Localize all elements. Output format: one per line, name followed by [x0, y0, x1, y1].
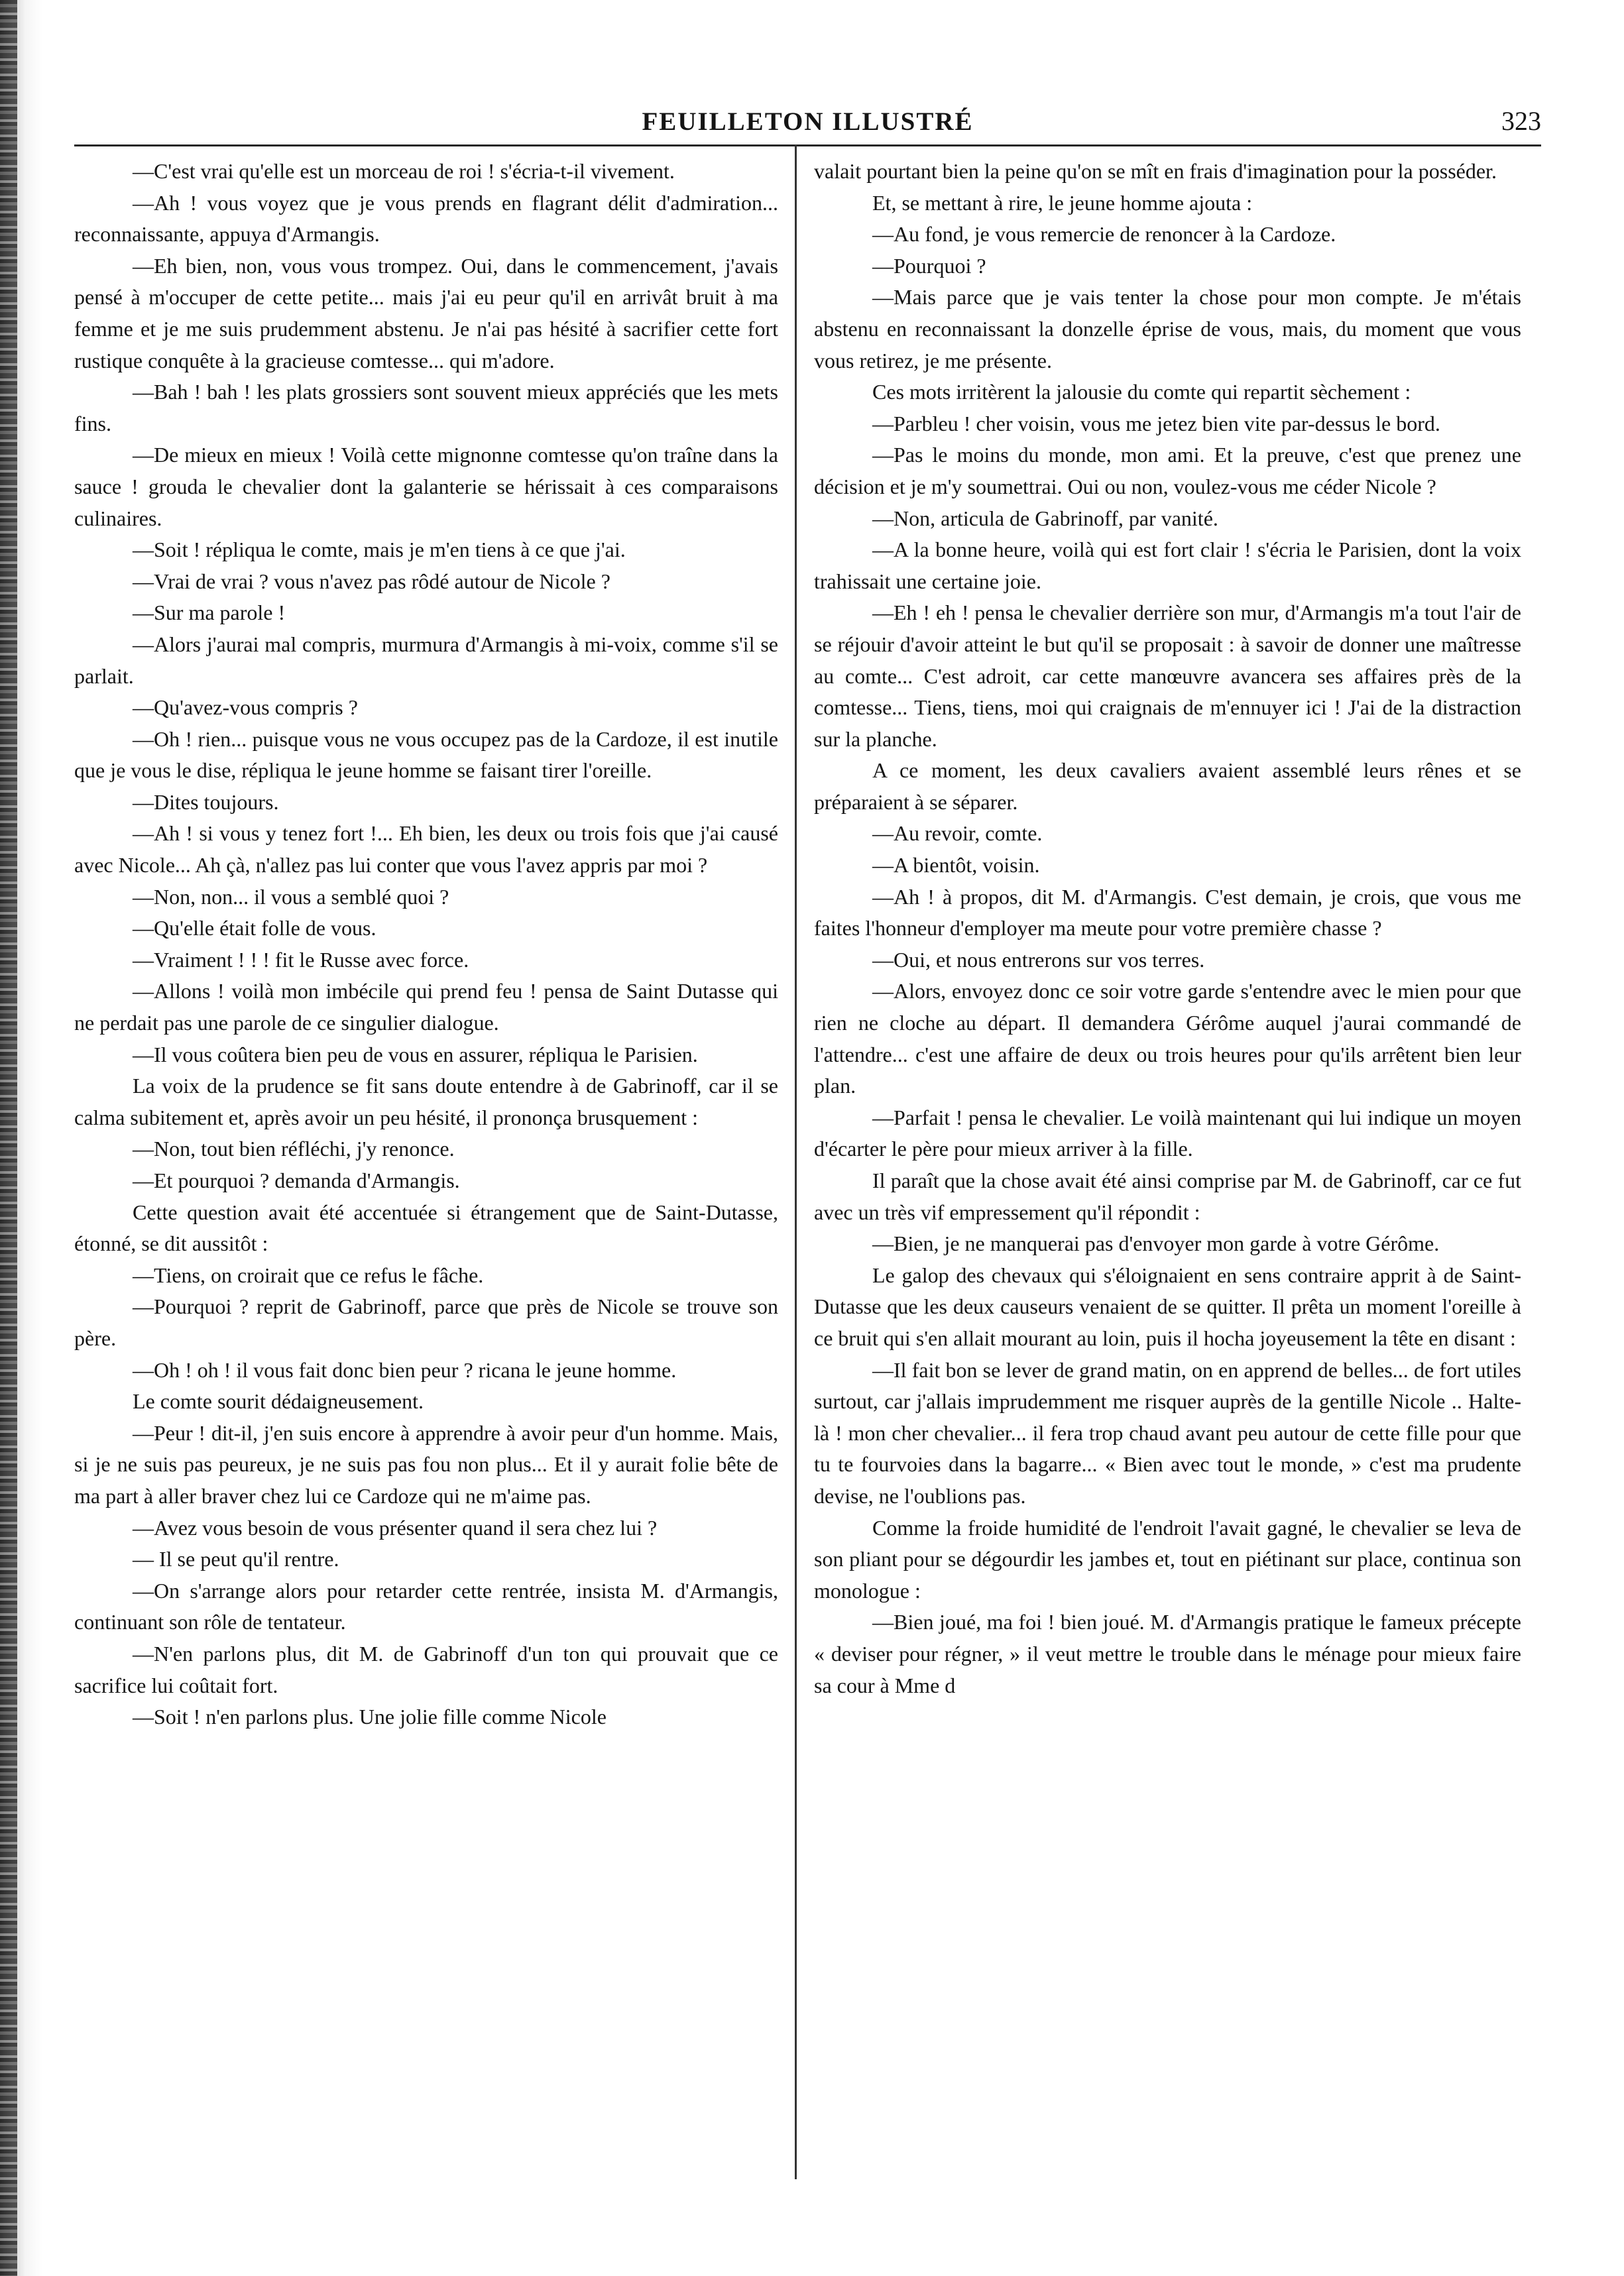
paragraph: —Ah ! à propos, dit M. d'Armangis. C'est demain, je crois, que vous me faites l'honneur d'employer ma meute pour votre première chasse ?: [814, 884, 1521, 940]
paragraph: —Alors, envoyez donc ce soir votre garde s'entendre avec le mien pour que rien ne cloche au départ. Il demandera Gérôme auquel j'aurai commandé de l'attendre... c'est une affaire de deux ou trois heures pour qu'ils arrêtent bien leur plan.: [814, 979, 1521, 1098]
paragraph: —Ah ! si vous y tenez fort !... Eh bien, les deux ou trois fois que j'ai causé avec Nicole... Ah çà, n'allez pas lui conter que vous l'avez appris par moi ?: [74, 821, 778, 878]
paragraph: —On s'arrange alors pour retarder cette rentrée, insista M. d'Armangis, continuant son rôle de tentateur.: [74, 1578, 778, 1634]
left-column: [74, 156, 778, 2184]
paragraph: —Il vous coûtera bien peu de vous en assurer, répliqua le Parisien.: [133, 1042, 698, 1066]
paragraph: —Allons ! voilà mon imbécile qui prend feu ! pensa de Saint Dutasse qui ne perdait pas une parole de ce singulier dialogue.: [74, 979, 778, 1035]
paragraph: —Alors j'aurai mal compris, murmura d'Armangis à mi-voix, comme s'il se parlait.: [74, 632, 778, 688]
paragraph: —Eh ! eh ! pensa le chevalier derrière son mur, d'Armangis m'a tout l'air de se réjouir d'avoir atteint le but qu'il se proposait : à savoir de donner une maîtresse au comte... C'est adroit, car cette manœuvre avancera ses affaires près de la comtesse... Tiens, tiens, moi qui craignais de m'ennuyer ici ! J'ai de la distraction sur la planche.: [814, 600, 1521, 751]
paragraph: —A bientôt, voisin.: [872, 853, 1040, 878]
paragraph: Ces mots irritèrent la jalousie du comte qui repartit sèchement :: [872, 380, 1411, 404]
paragraph: —Ah ! vous voyez que je vous prends en flagrant délit d'admiration... reconnaissante, appuya d'Armangis.: [74, 190, 778, 247]
paragraph: Comme la froide humidité de l'endroit l'avait gagné, le chevalier se leva de son pliant pour se dégourdir les jambes et, tout en piétinant sur place, continua son monologue :: [814, 1515, 1521, 1603]
paragraph: Le galop des chevaux qui s'éloignaient en sens contraire apprit à de Saint-Dutasse que les deux causeurs venaient de se quitter. Il prêta un moment l'oreille à ce bruit qui s'en allait mourant au loin, puis il hocha joyeusement la tête en disant :: [814, 1263, 1521, 1350]
paragraph: —Eh bien, non, vous vous trompez. Oui, dans le commencement, j'avais pensé à m'occuper de cette petite... mais j'ai eu peur qu'il en arrivât bruit à ma femme et je me suis prudemment abstenu. Je n'ai pas hésité à sacrifier cette fort rustique conquête à la gracieuse comtesse... qui m'adore.: [74, 253, 778, 372]
paragraph: —Non, articula de Gabrinoff, par vanité.: [872, 506, 1218, 530]
paragraph: Cette question avait été accentuée si étrangement que de Saint-Dutasse, étonné, se dit aussitôt :: [74, 1200, 778, 1256]
paragraph: —Bien joué, ma foi ! bien joué. M. d'Armangis pratique le fameux précepte « deviser pour régner, » il veut mettre le trouble dans le ménage pour mieux faire sa cour à Mme d: [814, 1610, 1521, 1697]
paragraph: —Mais parce que je vais tenter la chose pour mon compte. Je m'étais abstenu en reconnaissant la donzelle éprise de vous, mais, du moment que vous vous retirez, je me présente.: [814, 285, 1521, 372]
paragraph: —Qu'avez-vous compris ?: [133, 695, 358, 720]
paragraph: —Pas le moins du monde, mon ami. Et la preuve, c'est que prenez une décision et je m'y soumettrai. Oui ou non, voulez-vous me céder Nicole ?: [814, 443, 1521, 498]
paragraph: —Avez vous besoin de vous présenter quand il sera chez lui ?: [133, 1515, 658, 1540]
paragraph: —Qu'elle était folle de vous.: [133, 916, 377, 940]
page-number: 323: [1501, 106, 1541, 136]
paragraph: valait pourtant bien la peine qu'on se mît en frais d'imagination pour la posséder.: [814, 159, 1497, 183]
paragraph: —Parbleu ! cher voisin, vous me jetez bien vite par-dessus le bord.: [872, 411, 1440, 435]
running-title: FEUILLETON ILLUSTRÉ: [642, 107, 974, 136]
paragraph: —Vraiment ! ! ! fit le Russe avec force.: [133, 947, 469, 972]
paragraph: —Oh ! oh ! il vous fait donc bien peur ? ricana le jeune homme.: [133, 1357, 677, 1382]
paragraph: —Il fait bon se lever de grand matin, on en apprend de belles... de fort utiles surtout, car j'allais imprudemment me risquer auprès de la gentille Nicole .. Halte-là ! mon cher chevalier... il fera trop chaud avant peu autour de cette fille pour que tu te fourvoies dans la bagarre... « Bien avec tout le monde, » c'est ma prudente devise, ne l'oublions pas.: [814, 1357, 1521, 1508]
paragraph: —Non, non... il vous a semblé quoi ?: [133, 884, 449, 909]
header-rule: [74, 144, 1541, 146]
paragraph: —De mieux en mieux ! Voilà cette mignonne comtesse qu'on traîne dans la sauce ! grouda le chevalier dont la galanterie se hérissait à ces comparaisons culinaires.: [74, 443, 778, 530]
page-header: [74, 103, 1541, 149]
paragraph: —A la bonne heure, voilà qui est fort clair ! s'écria le Parisien, dont la voix trahissait une certaine joie.: [814, 538, 1521, 593]
paragraph: —Vrai de vrai ? vous n'avez pas rôdé autour de Nicole ?: [133, 569, 610, 593]
paragraph: —Et pourquoi ? demanda d'Armangis.: [133, 1168, 460, 1192]
paragraph: —Oui, et nous entrerons sur vos terres.: [872, 947, 1205, 972]
paragraph: Et, se mettant à rire, le jeune homme ajouta :: [872, 190, 1253, 215]
paragraph: —Pourquoi ?: [872, 253, 986, 278]
page-binding-edge: [0, 0, 17, 2276]
paragraph: —Soit ! répliqua le comte, mais je m'en tiens à ce que j'ai.: [133, 538, 626, 562]
paragraph: —Non, tout bien réfléchi, j'y renonce.: [133, 1137, 455, 1161]
paragraph: —Parfait ! pensa le chevalier. Le voilà maintenant qui lui indique un moyen d'écarter le père pour mieux arriver à la fille.: [814, 1105, 1521, 1161]
paragraph: —Bien, je ne manquerai pas d'envoyer mon garde à votre Gérôme.: [872, 1231, 1440, 1256]
paragraph: —Au fond, je vous remercie de renoncer à la Cardoze.: [872, 222, 1336, 247]
paragraph: A ce moment, les deux cavaliers avaient assemblé leurs rênes et se préparaient à se séparer.: [814, 758, 1521, 814]
paragraph: Le comte sourit dédaigneusement.: [133, 1389, 424, 1414]
paragraph: —Bah ! bah ! les plats grossiers sont souvent mieux appréciés que les mets fins.: [74, 380, 778, 435]
paragraph: —Sur ma parole !: [133, 600, 286, 625]
paragraph: —Pourquoi ? reprit de Gabrinoff, parce que près de Nicole se trouve son père.: [74, 1294, 778, 1350]
paragraph: —Oh ! rien... puisque vous ne vous occupez pas de la Cardoze, il est inutile que je vous le dise, répliqua le jeune homme se faisant tirer l'oreille.: [74, 726, 778, 783]
paragraph: —Au revoir, comte.: [872, 821, 1043, 846]
paragraph: —C'est vrai qu'elle est un morceau de roi ! s'écria-t-il vivement.: [133, 159, 675, 183]
paragraph: La voix de la prudence se fit sans doute entendre à de Gabrinoff, car il se calma subitement et, après avoir un peu hésité, il prononça brusquement :: [74, 1074, 778, 1129]
paragraph: —Dites toujours.: [133, 789, 279, 814]
paragraph: Il paraît que la chose avait été ainsi comprise par M. de Gabrinoff, car ce fut avec un très vif empressement qu'il répondit :: [814, 1168, 1521, 1224]
paragraph: — Il se peut qu'il rentre.: [133, 1547, 339, 1571]
paragraph: —Peur ! dit-il, j'en suis encore à apprendre à avoir peur d'un homme. Mais, si je ne suis pas peureux, je ne suis pas fou non plus... Et il y aurait folie bête de ma part à aller braver chez lui ce Cardoze qui ne m'aime pas.: [74, 1420, 778, 1508]
paragraph: —Soit ! n'en parlons plus. Une jolie fille comme Nicole: [133, 1705, 607, 1729]
column-divider: [795, 144, 797, 2179]
paragraph: —N'en parlons plus, dit M. de Gabrinoff d'un ton qui prouvait que ce sacrifice lui coûtait fort.: [74, 1641, 778, 1697]
paragraph: —Tiens, on croirait que ce refus le fâche.: [133, 1263, 484, 1287]
right-column: [814, 156, 1521, 2184]
